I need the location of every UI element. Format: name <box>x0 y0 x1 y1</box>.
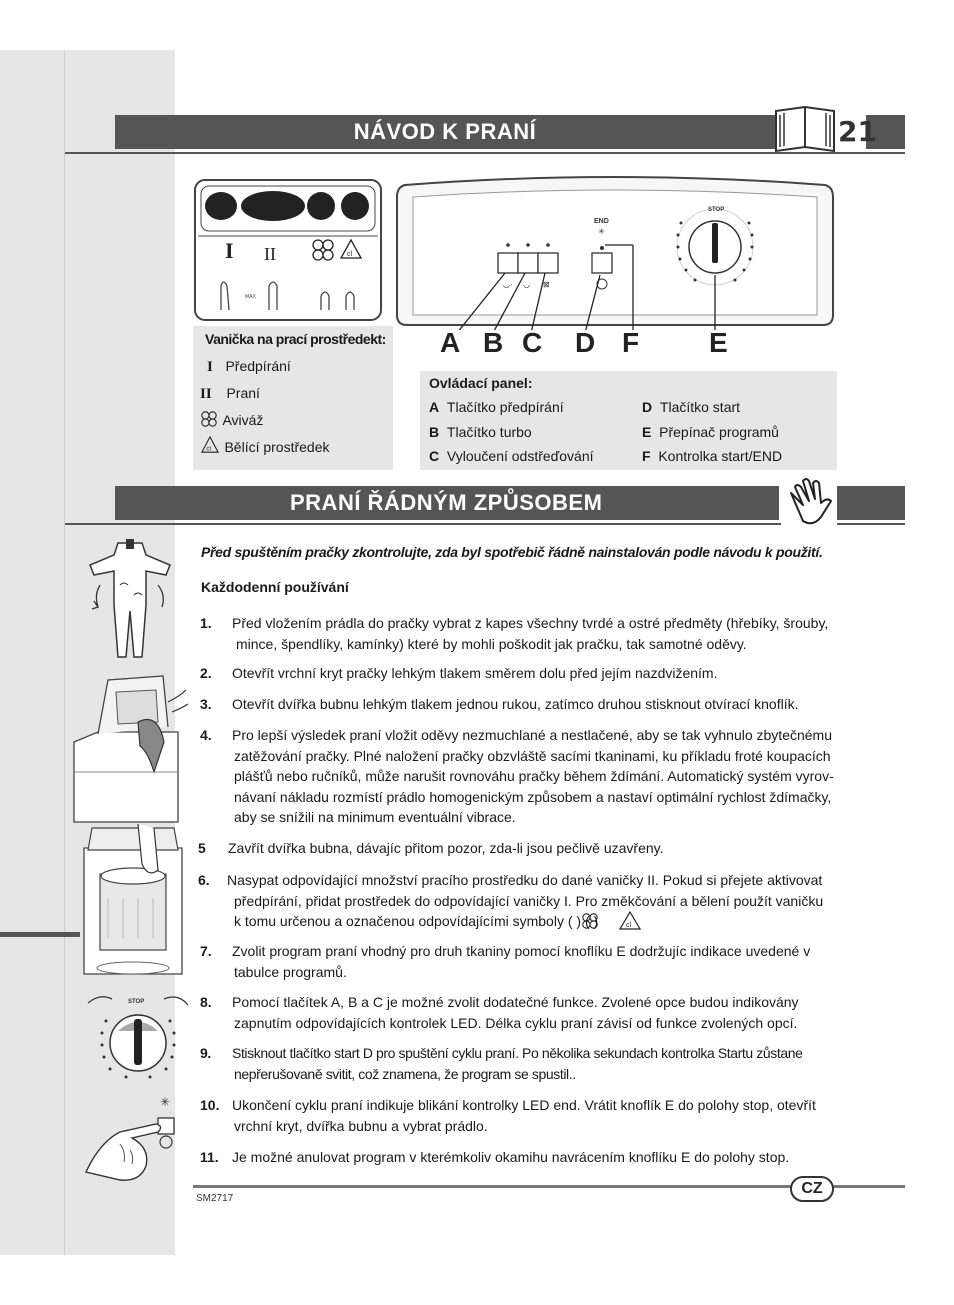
label-letter-a: A <box>440 327 461 358</box>
label-letter-c: C <box>522 327 543 358</box>
svg-text:◡·: ◡· <box>503 280 513 289</box>
svg-text:cl: cl <box>626 922 632 929</box>
section-title: NÁVOD K PRANÍ <box>353 119 537 144</box>
section-title: PRANÍ ŘÁDNÝM ZPŮSOBEM <box>290 490 603 515</box>
prewash-compartment-symbol: I <box>207 359 213 375</box>
dispenser-item-wash <box>200 385 260 403</box>
detergent-drawer-drawing <box>193 178 383 323</box>
label-letter-f: F <box>622 327 640 358</box>
open-lid-illustration <box>68 672 188 827</box>
footer-code: SM2717 <box>196 1193 234 1204</box>
wash-compartment-symbol: II <box>200 386 212 402</box>
dispenser-item-label: Předpírání <box>225 358 291 374</box>
dispenser-item-label: Bělící prostředek <box>224 439 330 455</box>
svg-text:⊠: ⊠ <box>543 280 550 289</box>
header-underline <box>65 523 905 525</box>
label-letter-e: E <box>709 327 728 358</box>
control-item-e: E Přepínač programů <box>642 424 779 440</box>
intro-warning: Před spuštěním pračky zkontrolujte, zda byl spotřebič řádně nainstalován podle návodu k použití. <box>201 544 823 560</box>
left-margin-accent <box>0 932 80 937</box>
control-item-d: D Tlačítko start <box>642 399 741 415</box>
step-11: 11. Je možné anulovat program v kterémkoliv okamihu navrácením knoflíku E do polohy stop. <box>200 1149 790 1165</box>
header-right-bar <box>835 486 905 520</box>
control-item-f: F Kontrolka start/END <box>642 448 783 464</box>
dial-stop-label: STOP <box>128 999 145 1005</box>
flower-icon <box>581 912 599 930</box>
step-4: 4. Pro lepší výsledek praní vložit oděvy nezmuchlané a nestlačené, aby se tak vyhnulo zbytečnému zatěžování pračky. Plné naložení pračky obzvláště sacími tkaninami, ku příkladu froté koupacích plášťů nebo ručníků, může narušit rovnováhu pračky během ždímání. Automatický systém vyrov- návaní nákladu rozmístí prádlo homogenickým způsobem a nastaví optimální rychlost ždímačky, aby se snížili na minimum eventuální vibrace. <box>200 727 834 825</box>
control-item-c: C Vyloučení odstřeďování <box>429 448 594 464</box>
svg-text:cl: cl <box>206 445 211 453</box>
step-8: 8. Pomocí tlačítek A, B a C je možné zvolit dodatečné funkce. Zvolené opce budou indikovány zapnutím odpovídajících kontrolek LED. Délka cyklu praní závisí od funkce zvolených opcí. <box>200 994 799 1031</box>
label-letter-b: B <box>483 327 504 358</box>
end-label: END <box>594 218 609 225</box>
drawer-roman-two: II <box>264 244 276 264</box>
language-badge: CZ <box>790 1176 834 1202</box>
control-item-b: B Tlačítko turbo <box>429 424 532 440</box>
garment-pockets-illustration <box>80 535 180 665</box>
book-icon <box>772 103 838 155</box>
svg-text:cl: cl <box>347 251 353 258</box>
dispenser-item-label: Aviváž <box>222 412 264 428</box>
step-7: 7. Zvolit program praní vhodný pro druh tkaniny pomocí knoflíku E dodržujíc indikace uvedené v tabulce programů. <box>200 943 811 980</box>
left-margin-line <box>64 50 65 1255</box>
label-letter-d: D <box>575 327 596 358</box>
subheading-daily-use: Každodenní používání <box>201 579 349 595</box>
dispenser-item-bleach <box>200 436 330 457</box>
step-2: 2. Otevřít vrchní kryt pračky lehkým tlakem směrem dolu před jejím nazdvižením. <box>200 665 718 681</box>
max-mark: MAX <box>245 294 256 300</box>
control-item-a: A Tlačítko předpírání <box>429 399 564 415</box>
detergent-loading-illustration <box>78 818 188 978</box>
step-10: 10. Ukončení cyklu praní indikuje blikání kontrolky LED end. Vrátit knoflík E do polohy stop, otevřít vrchní kryt, dvířka bubnu a vybrat prádlo. <box>200 1097 816 1134</box>
control-panel-drawing <box>395 175 835 330</box>
section-header-washing-guide <box>115 115 775 149</box>
dispenser-item-label: Praní <box>226 385 260 401</box>
start-button-press-illustration <box>80 1092 180 1184</box>
bleach-triangle-icon <box>200 436 220 454</box>
dial-stop-label: STOP <box>708 207 725 213</box>
control-panel-legend-title: Ovládací panel: <box>429 375 533 391</box>
step-3: 3. Otevřít dvířka bubnu lehkým tlakem jednou rukou, zatímco druhou stisknout otvírací knoflík. <box>200 696 799 712</box>
svg-text:✳: ✳ <box>160 1095 171 1109</box>
program-dial-illustration <box>78 993 196 1091</box>
step-1: 1. Před vložením prádla do pračky vybrat z kapes všechny tvrdé a ostré předměty (hřebíky, šrouby, mince, špendlíky, kamínky) které by mohli poškodit jak pračku, tak samotné oděvy. <box>200 615 829 652</box>
dispenser-item-softener <box>200 410 263 430</box>
step-6: 6. Nasypat odpovídající množství pracího prostředku do dané vaničky II. Pokud si přejete aktivovat předpírání, přidat prostředek do odpovídající vaničky I. Pro změkčování a bělení použít vaničku k tomu určenou a označenou odpovídajícími symboly ( ) ( ) <box>198 872 824 929</box>
hand-icon <box>781 475 837 527</box>
svg-text:✳: ✳ <box>598 227 605 236</box>
page-number: 21 <box>838 115 877 148</box>
flower-icon <box>200 410 218 428</box>
section-header-proper-washing <box>115 486 779 520</box>
step-9: 9. Stisknout tlačítko start D pro spuštění cyklu praní. Po několika sekundach kontrolka Startu zůstane nepřerušovaně svitit, což znamena, že program se spustil.. <box>200 1045 803 1082</box>
dispenser-legend-title: Vanička na prací prostředekt: <box>205 331 386 347</box>
bleach-triangle-icon <box>619 911 641 931</box>
svg-text:◡: ◡ <box>523 280 530 289</box>
step-5: 5 Zavřít dvířka bubna, dávajíc přitom pozor, zda-li jsou pečlivě uzavřeny. <box>198 840 664 856</box>
drawer-roman-one: I <box>225 238 234 263</box>
dispenser-item-prewash <box>205 358 291 376</box>
